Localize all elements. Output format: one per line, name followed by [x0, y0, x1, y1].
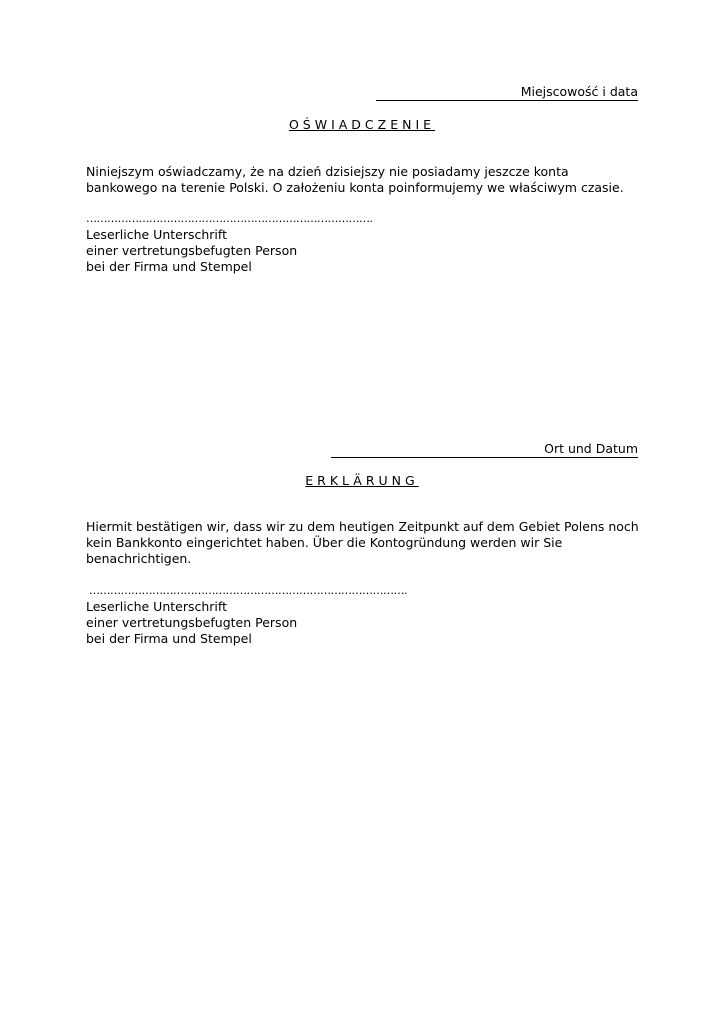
statement-paragraph-polish: Niniejszym oświadczamy, że na dzień dzisiejszy nie posiadamy jeszcze konta bankowego na terenie Polski. O założeniu konta poinformujemy we właściwym czasie.: [86, 164, 624, 195]
heading-erklaerung: ERKLÄRUNG: [305, 473, 419, 488]
place-date-label: Ort und Datum: [544, 441, 638, 456]
heading-oswiadczenie: OŚWIADCZENIE: [288, 117, 436, 132]
place-date-label: Miejscowość i data: [520, 84, 638, 99]
signature-block-polish: [86, 211, 486, 275]
signature-dotted-line: ……………………………………………………………………………….: [89, 584, 407, 597]
signature-caption-line: einer vertretungsbefugten Person: [86, 243, 298, 258]
signature-caption-line: Leserliche Unterschrift: [86, 227, 227, 242]
place-date-line-german: [331, 441, 638, 458]
signature-caption-line: bei der Firma und Stempel: [86, 259, 252, 274]
statement-paragraph-german: Hiermit bestätigen wir, dass wir zu dem heutigen Zeitpunkt auf dem Gebiet Polens noch kein Bankkonto eingerichtet haben. Über die Kontogründung werden wir Sie benachrichtigen.: [86, 519, 639, 566]
signature-block-german: [86, 583, 486, 647]
signature-caption-line: Leserliche Unterschrift: [86, 599, 227, 614]
signature-caption-line: bei der Firma und Stempel: [86, 631, 252, 646]
signature-caption-line: einer vertretungsbefugten Person: [86, 615, 298, 630]
signature-dotted-line: ……………………………………………………………………….: [86, 212, 373, 225]
place-date-line-polish: [376, 84, 638, 101]
